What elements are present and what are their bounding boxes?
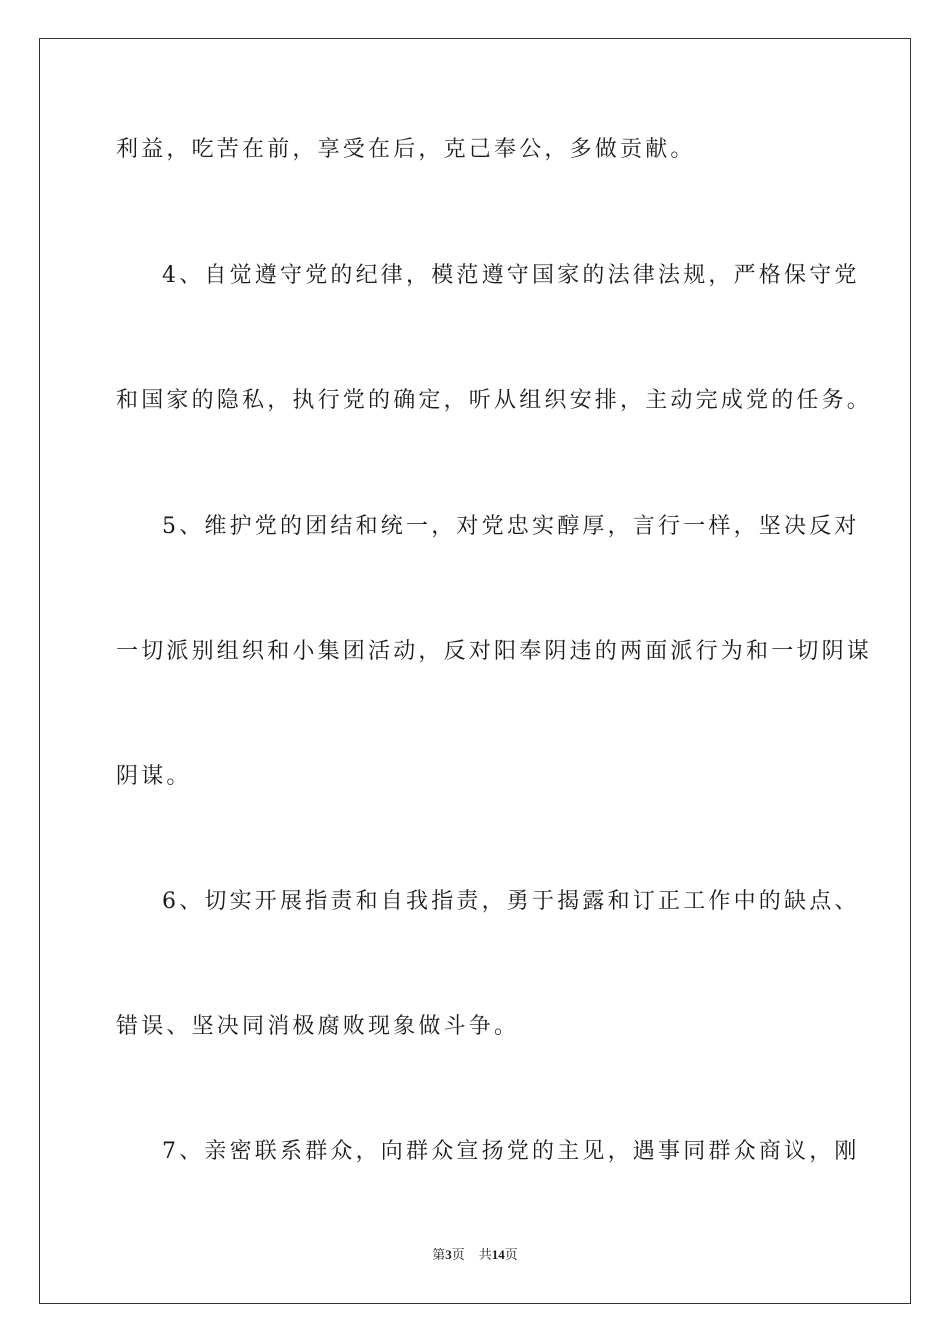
page-suffix: 页 bbox=[451, 1247, 465, 1262]
total-suffix: 页 bbox=[504, 1247, 518, 1262]
page-number: 3 bbox=[445, 1247, 452, 1262]
page-border bbox=[39, 38, 911, 1304]
text-line-4: 5、维护党的团结和统一，对党忠实醇厚，言行一样，坚决反对 bbox=[162, 514, 860, 539]
total-prefix: 共 bbox=[478, 1247, 492, 1262]
text-line-9: 7、亲密联系群众，向群众宣扬党的主见，遇事同群众商议，刚 bbox=[162, 1139, 860, 1164]
text-line-2: 4、自觉遵守党的纪律，模范遵守国家的法律法规，严格保守党 bbox=[162, 263, 860, 288]
text-line-1: 利益，吃苦在前，享受在后，克己奉公，多做贡献。 bbox=[116, 137, 696, 162]
page-prefix: 第 bbox=[432, 1247, 446, 1262]
text-line-7: 6、切实开展指责和自我指责，勇于揭露和订正工作中的缺点、 bbox=[162, 889, 860, 914]
page-footer bbox=[0, 1246, 950, 1264]
text-line-3: 和国家的隐私，执行党的确定，听从组织安排，主动完成党的任务。 bbox=[116, 388, 873, 413]
total-pages: 14 bbox=[491, 1247, 505, 1262]
text-line-6: 阴谋。 bbox=[116, 764, 192, 789]
text-line-5: 一切派别组织和小集团活动，反对阳奉阴违的两面派行为和一切阴谋 bbox=[116, 639, 873, 664]
text-line-8: 错误、坚决同消极腐败现象做斗争。 bbox=[116, 1014, 520, 1039]
